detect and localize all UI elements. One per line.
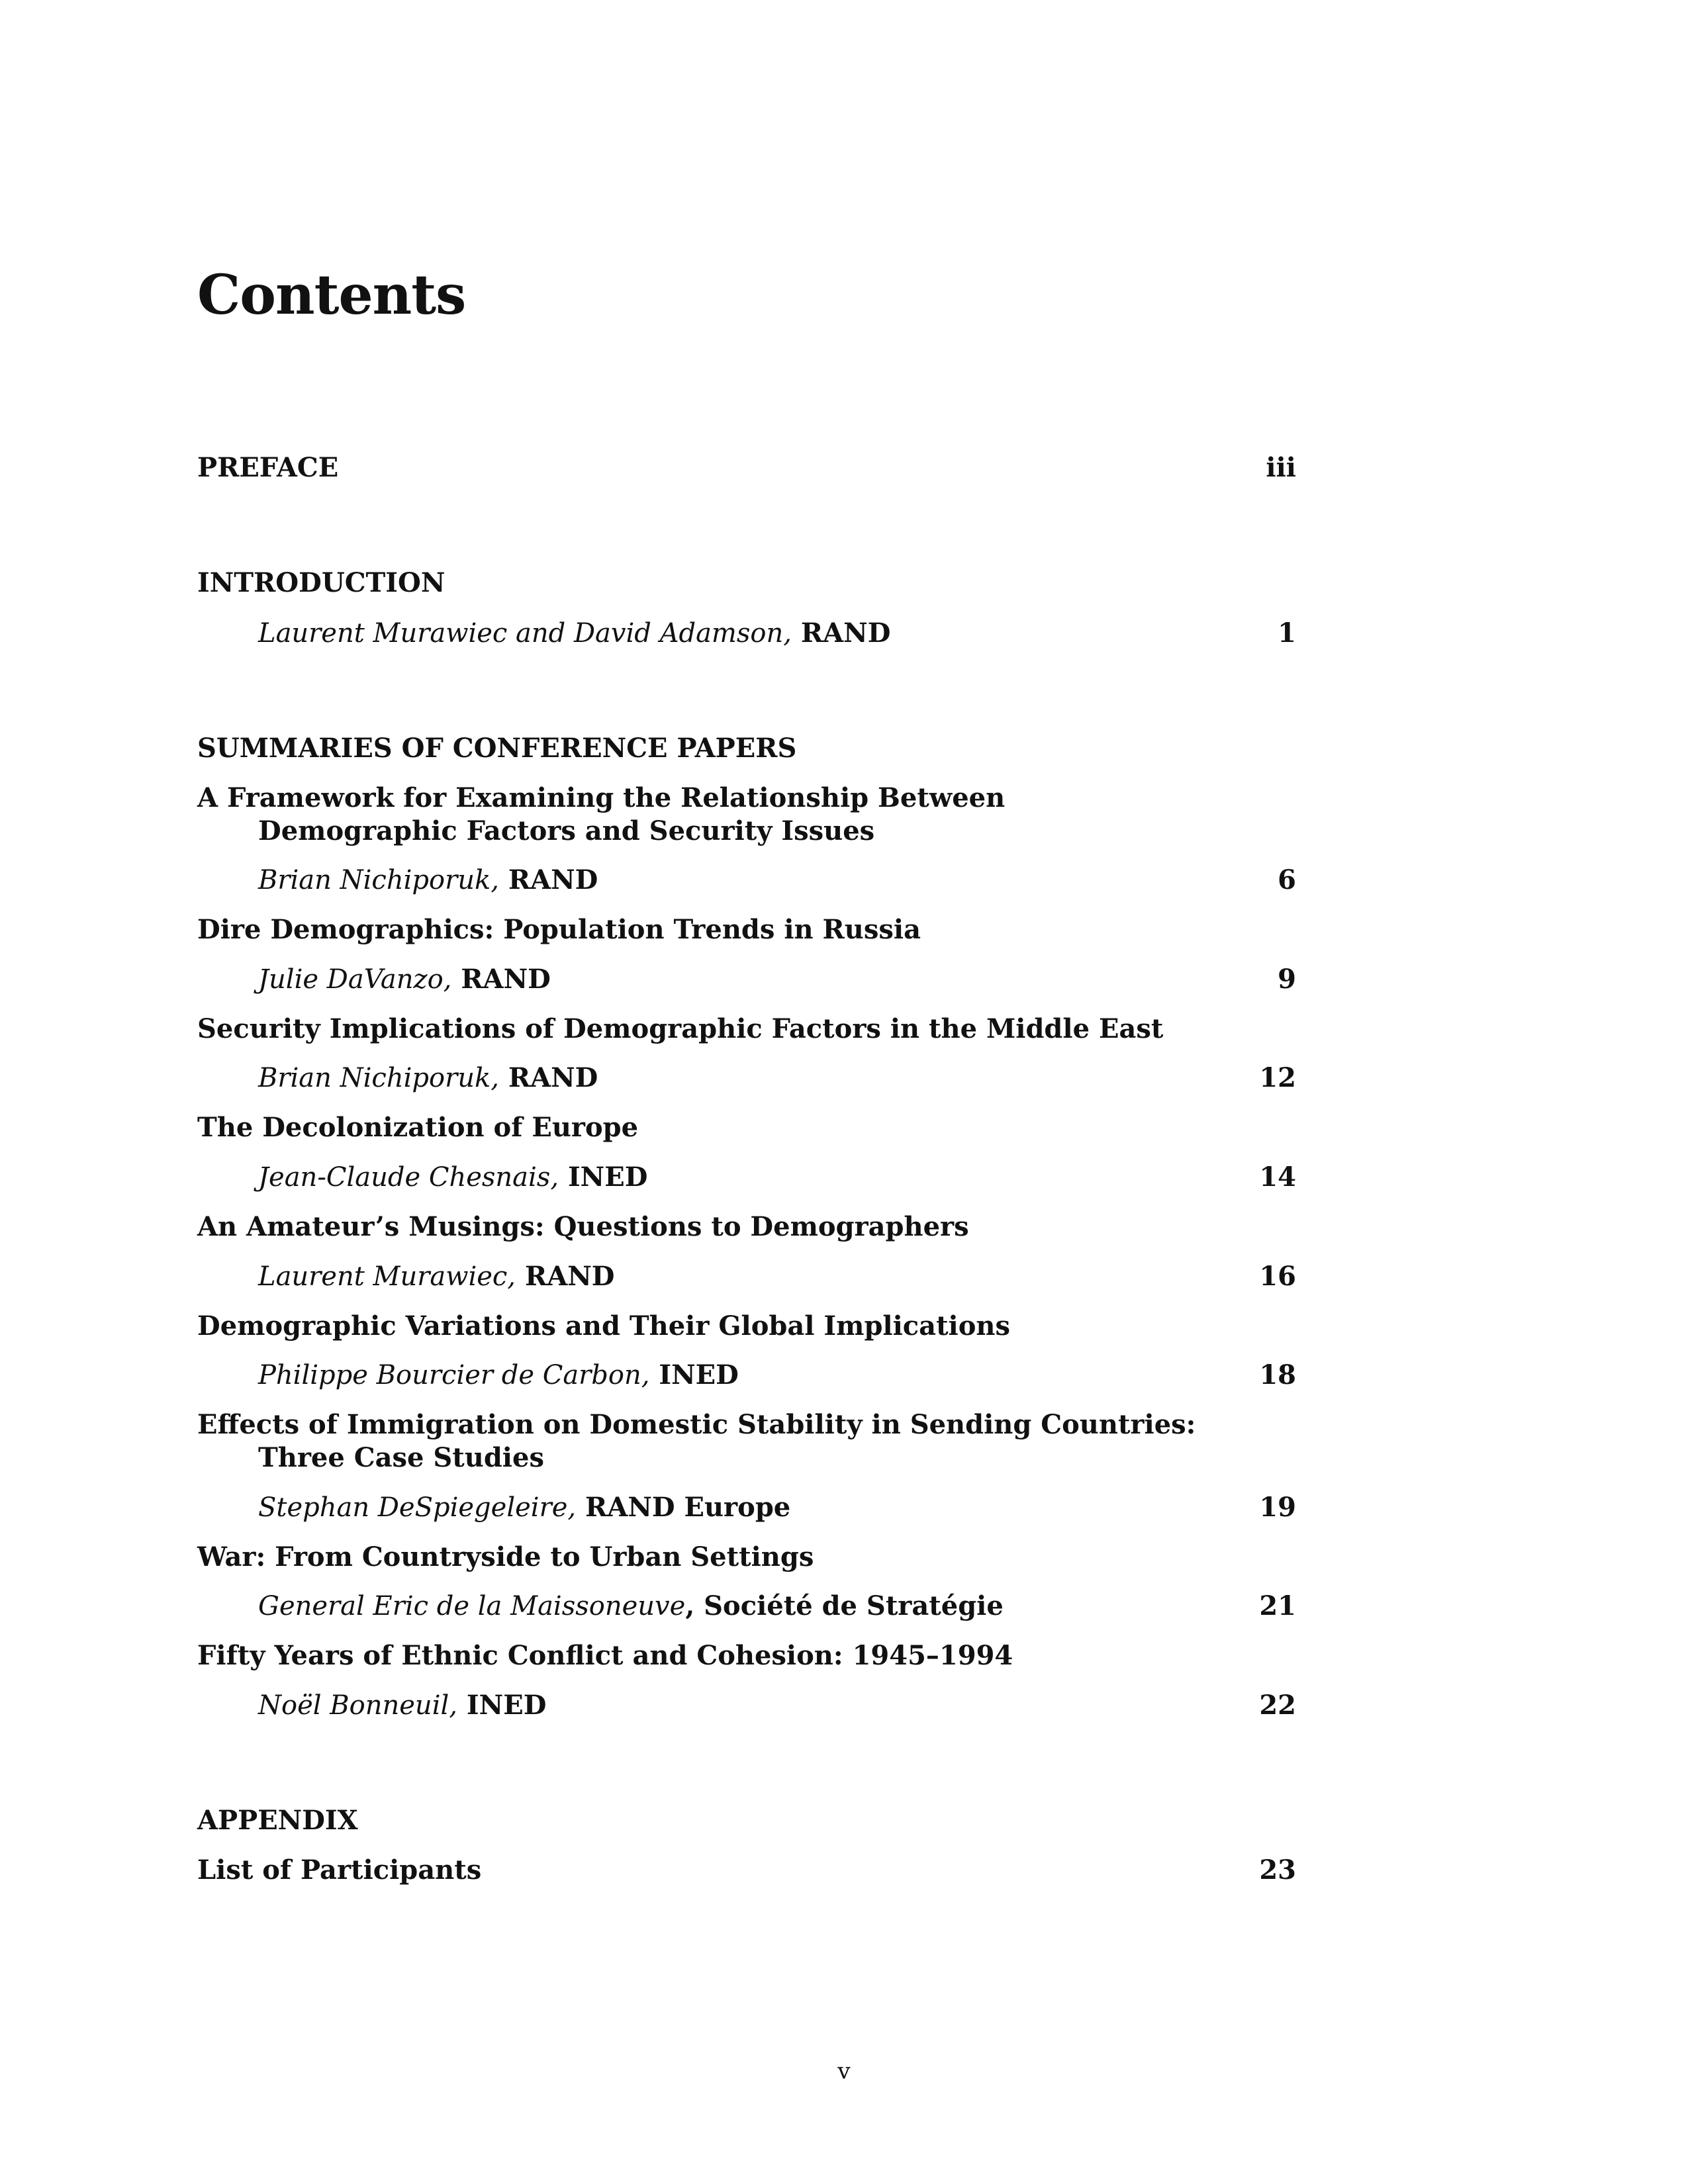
toc-entry-author[interactable] (258, 864, 1296, 897)
toc-entry-author[interactable] (258, 1689, 1296, 1722)
toc-entry-title[interactable] (197, 1310, 1296, 1343)
toc-entry-title-continued[interactable] (258, 815, 1296, 848)
page-number: 22 (1259, 1690, 1296, 1721)
page-number: 23 (1259, 1854, 1296, 1886)
entry-title: An Amateur’s Musings: Questions to Demographers (197, 1211, 969, 1242)
author-name: Stephan DeSpiegeleire, (258, 1492, 577, 1523)
entry-title-continued: Three Case Studies (258, 1442, 544, 1473)
toc-entry-title[interactable] (197, 913, 1296, 946)
affiliation: RAND (516, 1261, 615, 1292)
toc-entry-author[interactable] (258, 963, 1296, 996)
author-name: General Eric de la Maissoneuve (258, 1591, 686, 1621)
page-number: 14 (1259, 1161, 1296, 1193)
section-heading-introduction (197, 567, 1296, 600)
toc-entry-title[interactable] (197, 1639, 1296, 1672)
entry-title: A Framework for Examining the Relationship Between (197, 782, 1006, 813)
entry-title: War: From Countryside to Urban Settings (197, 1541, 814, 1572)
author-name: Brian Nichiporuk, (258, 865, 499, 895)
affiliation: RAND Europe (576, 1492, 791, 1523)
author-name: Julie DaVanzo, (258, 964, 452, 995)
affiliation: , Société de Stratégie (685, 1590, 1004, 1621)
page-number: 9 (1278, 964, 1296, 995)
toc-entry-author[interactable] (258, 1590, 1296, 1623)
entry-title: The Decolonization of Europe (197, 1112, 639, 1143)
page-number: 19 (1259, 1492, 1296, 1523)
page-number: iii (1266, 452, 1296, 483)
toc-entry-title[interactable] (197, 1408, 1296, 1441)
toc-entry-author[interactable] (258, 1491, 1296, 1524)
toc-entry-preface[interactable] (197, 451, 1296, 484)
entry-title-continued: Demographic Factors and Security Issues (258, 815, 875, 846)
toc-entry-introduction-author[interactable] (258, 617, 1296, 650)
toc-entry-author[interactable] (258, 1359, 1296, 1392)
section-heading: APPENDIX (197, 1805, 358, 1836)
affiliation: RAND (451, 964, 551, 995)
entry-title: Demographic Variations and Their Global Implications (197, 1310, 1011, 1342)
page-number: 12 (1259, 1062, 1296, 1093)
author-name: Noël Bonneuil, (258, 1690, 457, 1721)
entry-title: Effects of Immigration on Domestic Stability in Sending Countries: (197, 1409, 1196, 1440)
entry-title: List of Participants (197, 1854, 482, 1886)
page-number: 1 (1278, 617, 1296, 649)
toc-entry-title[interactable] (197, 782, 1296, 815)
section-heading: INTRODUCTION (197, 567, 445, 598)
affiliation: RAND (498, 1062, 598, 1093)
author-name: Jean-Claude Chesnais, (258, 1162, 559, 1193)
toc-entry-title[interactable] (197, 1210, 1296, 1244)
affiliation: INED (457, 1690, 547, 1721)
page-number: 18 (1259, 1359, 1296, 1390)
page-folio: v (837, 2058, 851, 2085)
toc-entry-title[interactable] (197, 1541, 1296, 1574)
affiliation: INED (559, 1161, 648, 1193)
toc-entry-author[interactable] (258, 1161, 1296, 1194)
toc-entry-author[interactable] (258, 1260, 1296, 1293)
author-name: Philippe Bourcier de Carbon, (258, 1360, 650, 1390)
affiliation: RAND (791, 617, 891, 649)
section-heading-appendix (197, 1804, 1296, 1837)
affiliation: INED (649, 1359, 739, 1390)
section-heading-summaries (197, 732, 1296, 765)
entry-title: Dire Demographics: Population Trends in Russia (197, 914, 921, 945)
page-number: 6 (1278, 864, 1296, 895)
section-heading: PREFACE (197, 452, 339, 483)
toc-entry-title[interactable] (197, 1111, 1296, 1144)
entry-title: Security Implications of Demographic Factors in the Middle East (197, 1013, 1164, 1044)
author-name: Laurent Murawiec and David Adamson, (258, 618, 792, 649)
toc-entry-list-of-participants[interactable] (197, 1854, 1296, 1887)
toc-entry-author[interactable] (258, 1062, 1296, 1095)
page-title: Contents (197, 263, 466, 327)
toc-entry-title[interactable] (197, 1013, 1296, 1046)
author-name: Laurent Murawiec, (258, 1261, 516, 1292)
author-name: Brian Nichiporuk, (258, 1063, 499, 1093)
section-heading: SUMMARIES OF CONFERENCE PAPERS (197, 733, 797, 764)
affiliation: RAND (498, 864, 598, 895)
page-number: 21 (1259, 1590, 1296, 1621)
entry-title: Fifty Years of Ethnic Conflict and Cohesion: 1945–1994 (197, 1640, 1013, 1671)
page-number: 16 (1259, 1261, 1296, 1292)
toc-entry-title-continued[interactable] (258, 1441, 1296, 1475)
